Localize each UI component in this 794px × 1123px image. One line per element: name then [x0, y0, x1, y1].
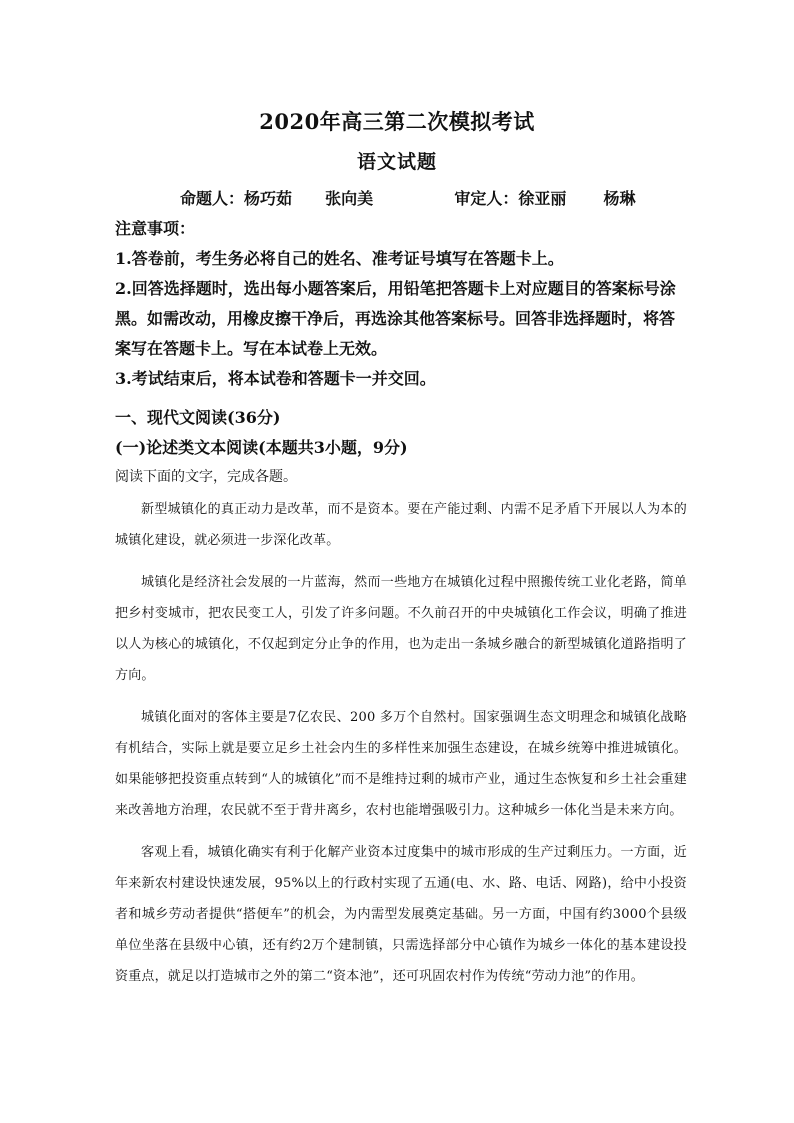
reviewer-second: 杨琳 — [603, 189, 636, 208]
passage-paragraph-3: 城镇化面对的客体主要是7亿农民、200 多万个自然村。国家强调生态文明理念和城镇化战略有机结合，实际上就是要立足乡土社会内生的多样性来加强生态建设，在城乡统筹中推进城镇化。如果能够把投资重点转到“人的城镇化”而不是维持过剩的城市产业，通过生态恢复和乡土社会重建来改善地方治理，农民就不至于背井离乡，农村也能增强吸引力。这种城乡一体化当是未来方向。 — [115, 710, 687, 818]
notice-item-1: 1.答卷前，考生务必将自己的姓名、准考证号填写在答题卡上。 — [115, 249, 564, 268]
reading-instruction: 阅读下面的文字，完成各题。 — [115, 469, 297, 485]
passage-paragraph-2: 城镇化是经济社会发展的一片蓝海，然而一些地方在城镇化过程中照搬传统工业化老路，简单把乡村变城市，把农民变工人，引发了许多问题。不久前召开的中央城镇化工作会议，明确了推进以人为核心的城镇化，不仅起到定分止争的作用，也为走出一条城乡融合的新型城镇化道路指明了方向。 — [115, 575, 687, 683]
notice-section — [115, 214, 687, 394]
notice-heading: 注意事项： — [115, 219, 196, 238]
exam-subtitle: 语文试题 — [356, 151, 437, 173]
reviewer-label: 审定人：徐亚丽 — [454, 189, 567, 208]
notice-item-3: 3.考试结束后，将本试卷和答题卡一并交回。 — [115, 369, 436, 388]
setter-second: 张向美 — [325, 189, 374, 208]
passage-paragraph-4: 客观上看，城镇化确实有利于化解产业资本过度集中的城市形成的生产过剩压力。一方面，近年来新农村建设快速发展，95%以上的行政村实现了五通(电、水、路、电话、网路)，给中小投资者和城乡劳动者提供“搭便车”的机会，为内需型发展奠定基础。另一方面，中国有约3000个县级单位坐落在县级中心镇，还有约2万个建制镇，只需选择部分中心镇作为城乡一体化的基本建设投资重点，就足以打造城市之外的第二“资本池”，还可巩固农村作为传统“劳动力池”的作用。 — [115, 845, 687, 984]
part-heading: 一、现代文阅读(36分) — [115, 408, 281, 427]
exam-title: 2020年高三第二次模拟考试 — [259, 109, 535, 134]
setter-label: 命题人：杨巧茹 — [180, 189, 293, 208]
subpart-heading: (一)论述类文本阅读(本题共3小题，9分) — [115, 438, 408, 457]
reading-passage — [115, 494, 687, 1003]
passage-paragraph-1: 新型城镇化的真正动力是改革，而不是资本。要在产能过剩、内需不足矛盾下开展以人为本的城镇化建设，就必须进一步深化改革。 — [115, 502, 687, 548]
notice-item-2: 2.回答选择题时，选出每小题答案后，用铅笔把答题卡上对应题目的答案标号涂黑。如需改动，用橡皮擦干净后，再选涂其他答案标号。回答非选择题时，将答案写在答题卡上。写在本试卷上无效。 — [115, 279, 676, 358]
authors-line — [180, 186, 636, 209]
